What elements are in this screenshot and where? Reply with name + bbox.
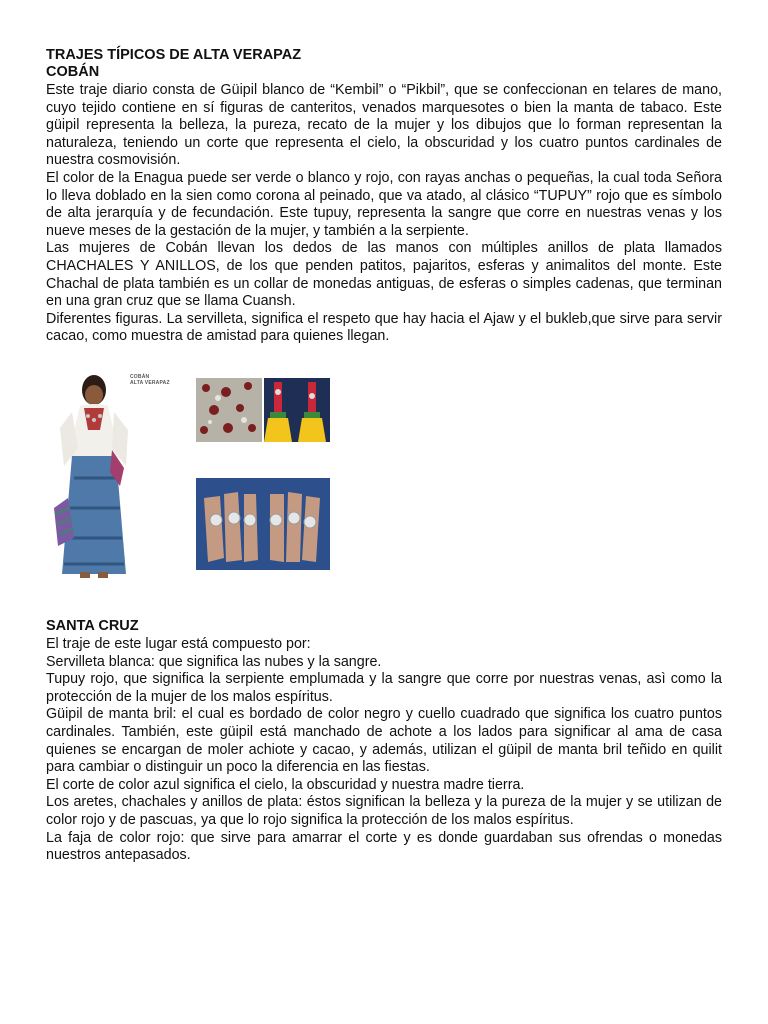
paragraph: Diferentes figuras. La servilleta, significa el respeto que hay hacia el Ajaw y el bukleb,que sirve para servir cacao, como muestra de amistad para quienes llegan. [46,310,722,345]
paragraph: Este traje diario consta de Güipil blanco de “Kembil” o “Pikbil”, que se confeccionan en telares de mano, cuyo tejido contiene en sí figuras de canteritos, venados marquesotes o bien la manta de tabaco. Este güipil representa la belleza, la pureza, recato de la mujer y los dibujos que lo forman representan la naturaleza, teniendo un corte que representa el cielo, la obscuridad y los cuatro puntos cardinales de nuestra cosmovisión. [46,82,722,169]
costume-figure [50,362,340,592]
paragraph: El color de la Enagua puede ser verde o blanco y rojo, con rayas anchas o pequeñas, la cual toda Señora lo lleva doblado en la sien como corona al peinado, que va atado, al clásico “TUPUY” rojo que es símbolo de alta jerarquía y de fecundación. Este tupuy, representa la sangre que corre en nuestras venas y los nueve meses de la gestación de la mujer, y también a la serpiente. [46,169,722,239]
paragraph: Güipil de manta bril: el cual es bordado de color negro y cuello cuadrado que significa los cuatro puntos cardinales. También, este güipil está manchado de achote a los lados para significar al ama de casa quienes se encargan de moler achiote y cacao, y además, utilizan el güipil de manta bril teñido en quilit para cambiar o distinguir un poco la diferencia en las fiestas. [46,706,722,776]
section-body-santa-cruz [46,636,722,865]
paragraph: La faja de color rojo: que sirve para amarrar el corte y es donde guardaban sus ofrendas o monedas nuestros antepasados. [46,829,722,864]
caption-line: COBÁN [130,374,150,380]
section-body-coban [46,82,722,346]
figure-caption [130,374,170,386]
paragraph: Servilleta blanca: que significa las nubes y la sangre. [46,653,382,670]
paragraph: Las mujeres de Cobán llevan los dedos de las manos con múltiples anillos de plata llamados CHACHALES Y ANILLOS, de los que penden patitos, pajaritos, esferas y animalitos del monte. Este Chachal de plata también es un collar de monedas antiguas, de esferas o simples cadenas, que terminan en una gran cruz que se llama Cuansh. [46,240,722,310]
paragraph: El traje de este lugar está compuesto por: [46,636,311,652]
section-heading-santa-cruz: SANTA CRUZ [46,618,139,634]
section-heading-coban: COBÁN [46,64,100,80]
paragraph: Tupuy rojo, que significa la serpiente emplumada y la sangre que corre por nuestras venas, asì como la protección de la mujer de los malos espíritus. [46,671,722,705]
document-title: TRAJES TÍPICOS DE ALTA VERAPAZ [46,47,302,63]
woman-in-costume-photo [50,368,132,586]
paragraph: El corte de color azul significa el cielo, la obscuridad y nuestra madre tierra. [46,776,525,793]
caption-line: ALTA VERAPAZ [130,380,170,386]
hands-with-rings-photo [196,478,330,570]
tupuy-tassels-photo [264,378,330,442]
paragraph: Los aretes, chachales y anillos de plata: éstos significan la belleza y la pureza de la mujer y se utilizan de color rojo y de pascuas, ya que lo rojo significa la protección de los malos espíritus. [46,794,722,828]
textile-detail-photo [196,378,262,442]
